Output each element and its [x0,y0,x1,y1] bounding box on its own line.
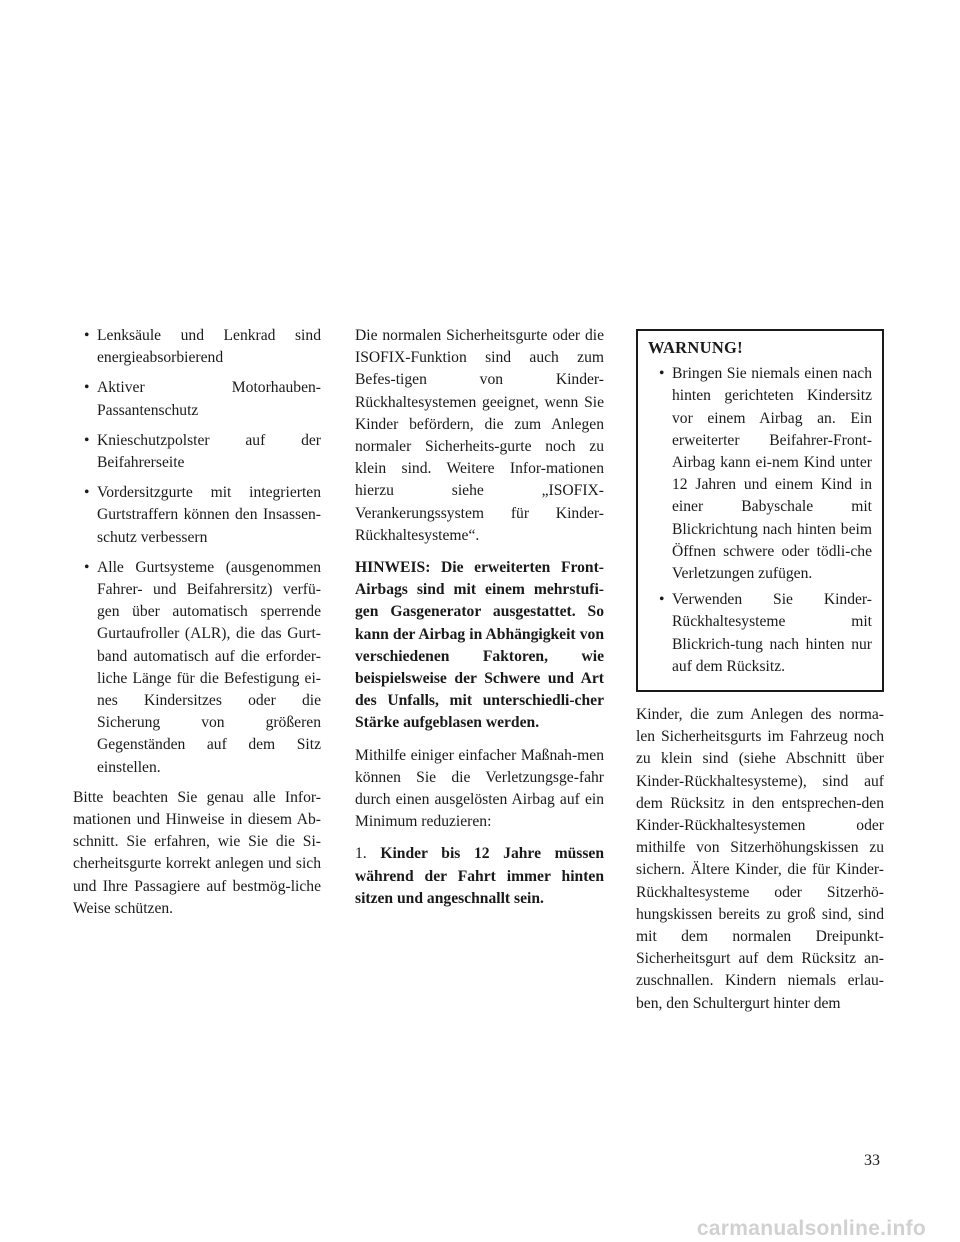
feature-list [73,325,321,779]
list-item: • Alle Gurtsysteme (ausgenommen Fahrer- und Beifahrersitz) verfü-gen über automatisch sperrende Gurtaufroller (ALR), die das Gurt-band automatisch auf die erforder-liche Länge für die Befestigung ei-nes Kindersitzes oder die Sicherung von größeren Gegenständen auf dem Sitz einstellen. [73,557,321,779]
body-paragraph: Bitte beachten Sie genau alle Infor-mationen und Hinweise in diesem Ab-schnitt. Sie erfahren, wie Sie die Si-cherheitsgurte korrekt anlegen und sich und Ihre Passagiere auf bestmög-liche Weise schützen. [73,788,321,917]
numbered-item [355,843,604,910]
list-item: • Vordersitzgurte mit integrierten Gurtstraffern können den Insassen-schutz verbessern [73,482,321,549]
warning-list [648,363,872,678]
text-column-right [636,325,884,1025]
body-paragraph: Mithilfe einiger einfacher Maßnah-men können Sie die Verletzungsge-fahr durch einen ausgelösten Airbag auf ein Minimum reduzieren: [355,746,604,831]
text-column-middle [355,325,604,920]
watermark: carmanualsonline.info [696,1217,926,1240]
warning-item: • Verwenden Sie Kinder-Rückhaltesysteme mit Blickrich-tung nach hinten nur auf dem Rücksitz. [648,589,872,678]
list-item: • Knieschutzpolster auf der Beifahrerseite [73,430,321,474]
body-paragraph: Die normalen Sicherheitsgurte oder die ISOFIX-Funktion sind auch zum Befes-tigen von Kinder-Rückhaltesystemen geeignet, wenn Sie Kinder befördern, die zum Anlegen normaler Sicherheits-gurte noch zu klein sind. Weitere Infor-mationen hierzu siehe „ISOFIX-Verankerungssystem für Kinder-Rückhaltesysteme“. [355,327,604,544]
note-paragraph: HINWEIS: Die erweiterten Front-Airbags sind mit einem mehrstufi-gen Gasgenerator ausgestattet. So kann der Airbag in Abhängigkeit von verschiedenen Faktoren, wie beispielsweise der Schwere und Art des Unfalls, mit unterschiedli-cher Stärke aufgeblasen werden. [355,559,604,732]
item-text: Kinder bis 12 Jahre müssen während der Fahrt immer hinten sitzen und angeschnallt sein. [355,845,604,907]
list-item: • Aktiver Motorhauben-Passantenschutz [73,377,321,421]
warning-title: WARNUNG! [648,338,743,357]
body-paragraph: Kinder, die zum Anlegen des norma-len Sicherheitsgurts im Fahrzeug noch zu klein sind (siehe Abschnitt über Kinder-Rückhaltesysteme), sind auf dem Rücksitz in den entsprechen-den Kinder-Rückhaltesystemen oder mithilfe von Sitzerhöhungskissen zu sichern. Ältere Kinder, die für Kinder-Rückhaltesysteme oder Sitzerhö-hungskissen bereits zu groß sind, sind mit dem normalen Dreipunkt-Sicherheitsgurt auf dem Rücksitz an-zuschnallen. Kindern niemals erlau-ben, den Schultergurt hinter dem [636,706,884,1012]
text-column-left [73,325,321,930]
warning-item: • Bringen Sie niemals einen nach hinten gerichteten Kindersitz vor einem Airbag an. Ein erweiterter Beifahrer-Front-Airbag kann ei-nem Kind unter 12 Jahren und einem Kind in einer Babyschale mit Blickrichtung nach hinten beim Öffnen schwere oder tödli-che Verletzungen zufügen. [648,363,872,585]
item-number: 1. [355,845,367,863]
page-number: 33 [864,1152,880,1169]
warning-box [636,329,884,692]
list-item: • Lenksäule und Lenkrad sind energieabsorbierend [73,325,321,369]
